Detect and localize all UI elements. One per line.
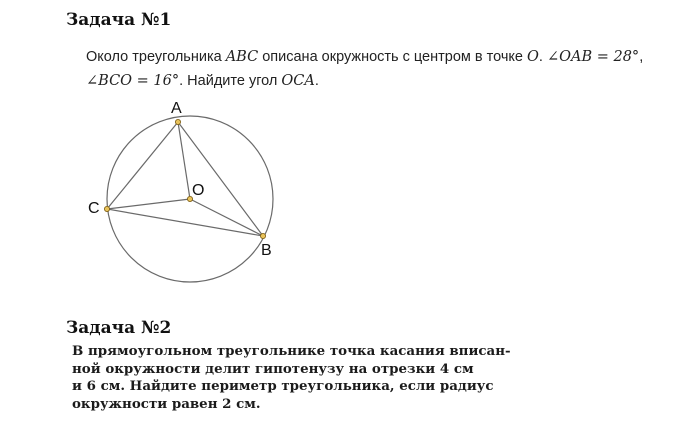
math-angle-oab: ∠OAB = 28° xyxy=(546,49,640,65)
segment-oc xyxy=(107,199,190,209)
task-2-line: окружности равен 2 см. xyxy=(72,395,261,412)
task-1-statement xyxy=(86,45,676,93)
label-a: A xyxy=(171,100,182,117)
text-segment: . xyxy=(538,49,547,65)
geometry-figure xyxy=(80,95,290,295)
task-2-title: Задача №2 xyxy=(66,318,172,338)
label-b: B xyxy=(261,242,272,259)
text-segment: . xyxy=(314,73,319,89)
point-b xyxy=(260,233,265,238)
task-1-line-1 xyxy=(86,45,676,69)
point-c xyxy=(104,206,109,211)
math-triangle-abc: ABC xyxy=(225,49,259,65)
task-2-line: ной окружности делит гипотенузу на отрезки 4 см xyxy=(72,360,474,377)
label-c: C xyxy=(88,200,100,217)
task-2-statement xyxy=(72,343,517,413)
text-segment: . Найдите угол xyxy=(179,73,282,89)
task-1-line-2 xyxy=(86,69,676,93)
triangle-abc xyxy=(107,122,263,236)
label-o: O xyxy=(192,182,205,199)
math-angle-oca: OCA xyxy=(281,73,315,89)
text-segment: , xyxy=(639,49,644,65)
math-angle-bco: ∠BCO = 16° xyxy=(86,73,180,89)
segment-oa xyxy=(178,122,190,199)
text-segment: описана окружность с центром в точке xyxy=(258,49,527,65)
task-2-line: В прямоугольном треугольнике точка касания вписан- xyxy=(72,343,511,359)
segment-ob xyxy=(190,199,263,236)
text-segment: Около треугольника xyxy=(86,49,226,65)
task-2-line: и 6 см. Найдите периметр треугольника, если радиус xyxy=(72,378,494,394)
math-center-o: O xyxy=(527,49,539,65)
point-a xyxy=(175,119,180,124)
task-1-title: Задача №1 xyxy=(66,10,172,30)
